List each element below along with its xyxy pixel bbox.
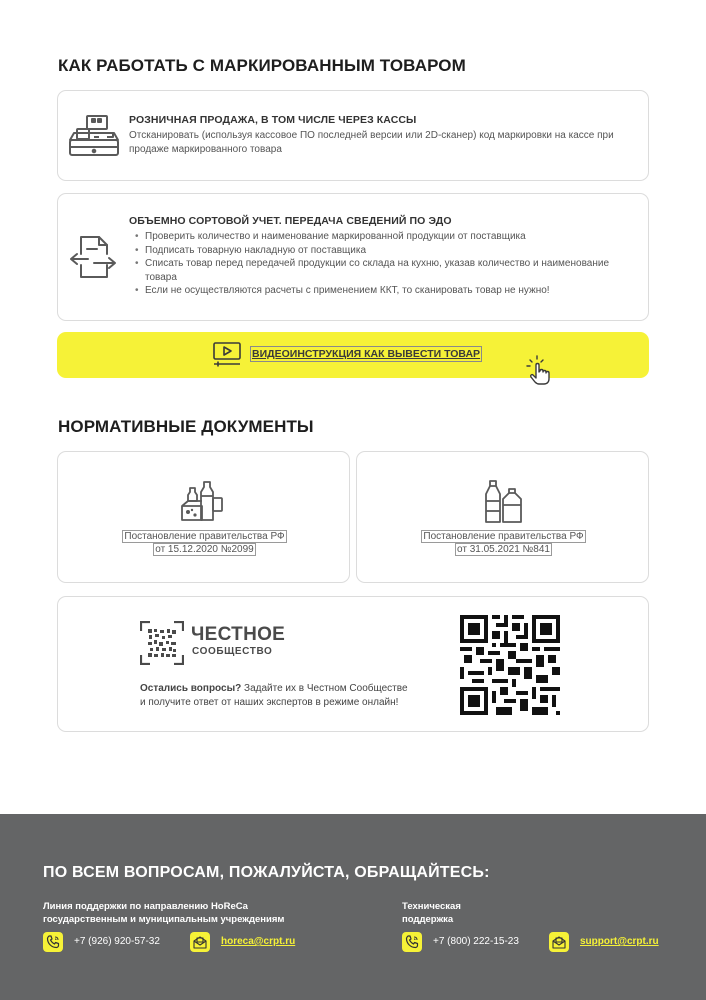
document-card-841[interactable]: [356, 451, 649, 583]
horeca-phone[interactable]: +7 (926) 920-57-32: [74, 936, 160, 947]
document-link-2099[interactable]: [58, 530, 351, 556]
document-date: от 31.05.2021 №841: [457, 544, 550, 555]
community-card: [57, 596, 649, 732]
label-line: Линия поддержки по направлению HoReCa: [43, 901, 248, 912]
dairy-products-icon: [180, 480, 226, 524]
tech-support-phone[interactable]: +7 (800) 222-15-23: [433, 936, 519, 947]
document-link-841[interactable]: [357, 530, 650, 556]
phone-icon: [43, 932, 63, 952]
community-logo-title: ЧЕСТНОЕ: [191, 624, 286, 645]
video-instruction-link[interactable]: ВИДЕОИНСТРУКЦИЯ КАК ВЫВЕСТИ ТОВАР: [252, 348, 481, 360]
question-lead: Остались вопросы?: [140, 683, 242, 694]
horeca-support-label: [43, 900, 284, 926]
community-question: [140, 682, 408, 710]
edo-card: [57, 193, 649, 321]
list-item: • Подписать товарную накладную от поставщика: [129, 244, 619, 258]
edo-bullet-list: [129, 230, 619, 298]
mail-icon: [190, 932, 210, 952]
community-logo-subtitle: СООБЩЕСТВО: [192, 646, 273, 657]
label-line: государственным и муниципальным учреждениям: [43, 914, 285, 925]
label-line: Техническая: [402, 901, 461, 912]
document-title: Постановление правительства РФ: [423, 531, 584, 542]
document-title: Постановление правительства РФ: [124, 531, 285, 542]
retail-sale-card: [57, 90, 649, 181]
retail-sale-title: РОЗНИЧНАЯ ПРОДАЖА, В ТОМ ЧИСЛЕ ЧЕРЕЗ КАССЫ: [129, 114, 417, 126]
phone-icon: [402, 932, 422, 952]
community-logo-icon: [140, 621, 184, 665]
list-item: • Если не осуществляются расчеты с применением ККТ, то сканировать товар не нужно!: [129, 284, 619, 298]
document-exchange-icon: [68, 235, 120, 281]
question-text-1: Задайте их в Честном Сообществе: [244, 683, 408, 694]
support-email-link[interactable]: support@crpt.ru: [580, 936, 659, 947]
label-line: поддержка: [402, 914, 454, 925]
document-card-2099[interactable]: [57, 451, 350, 583]
water-bottles-icon: [482, 479, 524, 525]
document-date: от 15.12.2020 №2099: [155, 544, 254, 555]
hand-pointer-icon: [522, 355, 560, 385]
cash-register-icon: [68, 113, 120, 159]
footer-title: ПО ВСЕМ ВОПРОСАМ, ПОЖАЛУЙСТА, ОБРАЩАЙТЕСЬ:: [43, 864, 490, 881]
section-title-how-to: КАК РАБОТАТЬ С МАРКИРОВАННЫМ ТОВАРОМ: [58, 56, 466, 75]
tech-support-label: [402, 900, 461, 926]
edo-title: ОБЪЕМНО СОРТОВОЙ УЧЕТ. ПЕРЕДАЧА СВЕДЕНИЙ ПО ЭДО: [129, 215, 452, 227]
horeca-email-link[interactable]: horeca@crpt.ru: [221, 936, 296, 947]
section-title-docs: НОРМАТИВНЫЕ ДОКУМЕНТЫ: [58, 417, 314, 436]
retail-sale-text: Отсканировать (используя кассовое ПО последней версии или 2D-сканер) код маркировки на кассе при продаже маркированного товара: [129, 130, 614, 155]
question-text-2: и получите ответ от наших экспертов в режиме онлайн!: [140, 697, 399, 708]
qr-code-icon[interactable]: [460, 615, 560, 715]
list-item: • Списать товар перед передачей продукции со склада на кухню, указав количество и наименование товара: [129, 257, 619, 284]
list-item: • Проверить количество и наименование маркированной продукции от поставщика: [129, 230, 619, 244]
mail-icon: [549, 932, 569, 952]
video-play-icon: [212, 342, 242, 368]
